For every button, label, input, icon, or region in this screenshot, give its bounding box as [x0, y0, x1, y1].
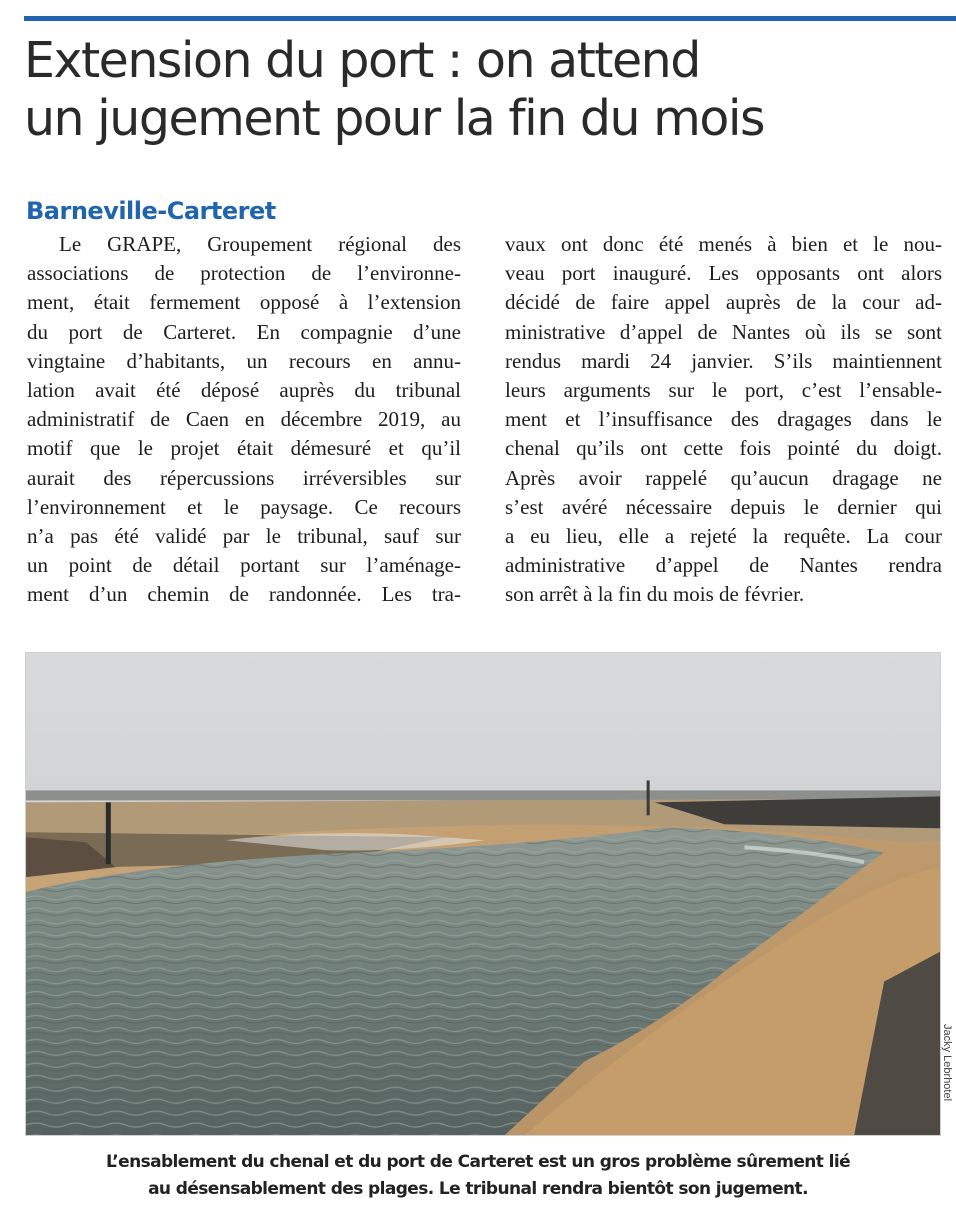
body-line: l’environnement et le paysage. Ce recours	[27, 494, 461, 519]
body-line: s’est avéré nécessaire depuis le dernier qui	[505, 494, 942, 519]
article-column-1	[27, 230, 461, 610]
body-line: associations de protection de l’environne-	[27, 261, 461, 286]
body-line: du port de Carteret. En compagnie d’une	[27, 319, 461, 344]
body-line: un point de détail portant sur l’aménage-	[27, 553, 461, 578]
headline	[24, 32, 944, 148]
body-line: administrative d’appel de Nantes rendra	[505, 553, 942, 578]
body-line: Le GRAPE, Groupement régional des	[59, 232, 461, 256]
article-column-2	[505, 230, 942, 610]
body-line: a eu lieu, elle a rejeté la requête. La cour	[505, 524, 942, 549]
body-line: décidé de faire appel auprès de la cour ad-	[505, 290, 942, 315]
top-rule	[24, 16, 956, 21]
headline-line-1: Extension du port : on attend	[24, 32, 700, 89]
body-line: aurait des répercussions irréversibles sur	[27, 465, 461, 490]
body-line: ministrative d’appel de Nantes où ils se sont	[505, 319, 942, 344]
body-line: chenal qu’ils ont cette fois pointé du doigt.	[505, 436, 942, 461]
body-line: ment d’un chemin de randonnée. Les tra-	[27, 582, 461, 607]
body-line: motif que le projet était démesuré et qu’il	[27, 436, 461, 461]
location-dateline: Barneville-Carteret	[26, 197, 276, 225]
body-line: veau port inauguré. Les opposants ont alors	[505, 261, 942, 286]
headline-line-2: un jugement pour la fin du mois	[24, 90, 764, 147]
body-line: vaux ont donc été menés à bien et le nou-	[505, 232, 942, 256]
caption-line-2: au désensablement des plages. Le tribunal rendra bientôt son jugement.	[148, 1179, 808, 1199]
body-line: vingtaine d’habitants, un recours en annu-	[27, 348, 461, 373]
body-line: administratif de Caen en décembre 2019, au	[27, 407, 461, 432]
harbour-photo-illustration	[26, 653, 940, 1135]
body-line: son arrêt à la fin du mois de février.	[505, 582, 805, 607]
body-line: rendus mardi 24 janvier. S’ils maintiennent	[505, 348, 942, 373]
harbour-photo	[25, 652, 941, 1136]
photo-caption	[40, 1149, 916, 1203]
photo-credit: Jacky Lebrhotel	[941, 1024, 953, 1102]
body-line: leurs arguments sur le port, c’est l’ensable-	[505, 378, 942, 403]
body-line: Après avoir rappelé qu’aucun dragage ne	[505, 465, 942, 490]
body-line: ment, était fermement opposé à l’extension	[27, 290, 461, 315]
body-line: n’a pas été validé par le tribunal, sauf sur	[27, 524, 461, 549]
body-line: ment et l’insuffisance des dragages dans le	[505, 407, 942, 432]
caption-line-1: L’ensablement du chenal et du port de Carteret est un gros problème sûrement lié	[105, 1152, 851, 1172]
body-line: lation avait été déposé auprès du tribunal	[27, 378, 461, 403]
